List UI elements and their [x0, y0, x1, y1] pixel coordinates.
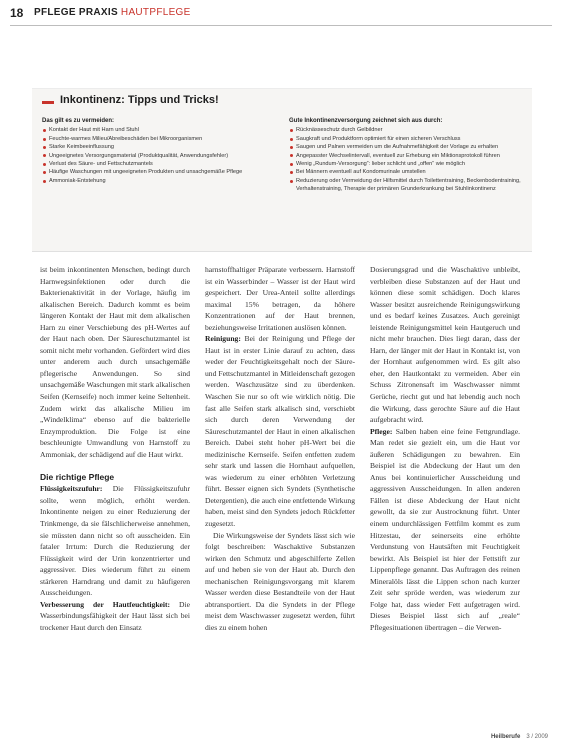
avoid-heading: Das gilt es zu vermeiden: [42, 118, 115, 124]
paragraph: Dosierungsgrad und die Waschaktive unbleibt, verbleiben diese Substanzen auf der Haut und können diese somit schädigen. Doch klares Wasser besitzt ausreichende Reinigungswirkung und es bedarf keines Zusatzes. Auch gereinigt leistende Reinigungsmittel kein Hautgeruch und nicht mehr brauchen. Dies liegt daran, dass der Harn, der länger mit der Haut in Kontakt ist, von der Hornhaut aufgenommen wird. Es gilt also eher, den Hautkontakt zu vermeiden. Aber ein Schuss Zitronensaft im Waschwasser nimmt Gerüche, riecht gut und hat lebendig auch noch die Wirkung, dass gerochte Säure auf die Haut aufgebracht wird. [370, 265, 520, 425]
paragraph [370, 426, 520, 634]
paragraph [40, 483, 190, 598]
paragraph-lead: Flüssigkeitszufuhr: [40, 484, 103, 494]
tips-box-title: Inkontinenz: Tipps und Tricks! [60, 94, 219, 106]
good-care-item: Saugkraft und Produktform optimiert für einen sicheren Verschluss [289, 135, 527, 143]
paragraph-text: Bei der Reinigung und Pflege der Haut ist in erster Linie darauf zu achten, dass weder der Feuchtigkeitsgehalt noch der Säure- und Fettschutzmantel in Mitleidenschaft gezogen werden. Waschzusätze sind zu überdenken. Waschen Sie nur so oft wie wirklich nötig. Die fast alle Seifen stark alkalisch sind, verschiebt sich durch deren Verwendung der Säureschutzmantel der Haut in einen alkalischen Bereich. Dabei steht hoher pH-Wert bei die medizinische Kernseife. Seifen entfetten zudem sehr stark und lassen die Hornhaut aufquellen, was wiederum zu einer erhöhten Verletzung führt. Besser eignen sich Syndets (Synthetische Detergentien), die auch eine entfettende Wirkung haben, meist sind den Syndets jedoch Rückfetter zugesetzt. [205, 334, 355, 529]
article-body [40, 264, 520, 726]
paragraph-text: Die Flüssigkeitszufuhr sollte, wenn möglich, erhöht werden. Inkontinente neigen zu einer Reduzierung der Trinkmenge, da sie fälschlicherweise annehmen, sie müssten dann nicht so oft ausscheiden. Ein fataler Irrtum: Durch die Reduzierung der Flüssigkeit wird der Urin konzentrierter und aggressiver. Dies wiederum führt zu einem stärkeren Harndrang und damit zu häufigeren Ausscheidungen. [40, 484, 190, 598]
good-care-column [289, 117, 527, 194]
good-care-item: Saugen und Palnen vermeiden um die Aufnahmefähigkeit der Vorlage zu erhalten [289, 143, 527, 151]
avoid-item: Ungeeignetes Versorgungsmaterial (Produktqualität, Anwendungsfehler) [42, 152, 262, 160]
good-care-item: Wenig „Rundum-Versorgung“: lieber schlicht und „offen“ wie möglich [289, 160, 527, 168]
article-column-2 [205, 264, 355, 726]
paragraph-lead: Pflege: [370, 426, 393, 436]
paragraph-lead: Verbesserung der Hautfeuchtigkeit: [40, 599, 171, 609]
tips-box [32, 88, 532, 252]
subsection-name: HAUTPFLEGE [120, 7, 191, 18]
good-care-item: Angepasster Wechselintervall, eventuell zur Erhebung ein Miktionsprotokoll führen [289, 152, 527, 160]
article-column-1 [40, 264, 190, 726]
good-care-item: Rücknässeschutz durch Gelbildner [289, 126, 527, 134]
avoid-item: Kontakt der Haut mit Harn und Stuhl [42, 126, 262, 134]
avoid-list [42, 126, 262, 185]
good-care-list [289, 126, 527, 193]
issue-number: 3 / 2009 [526, 734, 548, 740]
article-column-3 [370, 264, 520, 726]
page-footer [491, 734, 548, 740]
page-number: 18 [10, 6, 24, 20]
avoid-item: Feuchte-warmes Milieu/Abreibeschäden bei Mikroorganismen [42, 135, 262, 143]
avoid-item: Starke Keimbeeinflussung [42, 143, 262, 151]
avoid-column [42, 117, 262, 185]
paragraph: ist beim inkontinenten Menschen, bedingt durch Harnwegsinfektionen oder durch die Bakterienaktivität in der Vorlage, häufig im alkalischen Bereich. Dadurch kommt es beim längeren Kontakt der Haut mit dem alkalischen Harn zu einer Verschiebung des pH-Wertes auf der Haut nach oben. Der Säureschutzmantel ist somit nicht mehr vorhanden. Gefördert wird dies unter anderem auch durch unsachgemäße pflegerische Anwendungen. So sind unsachgemäße Waschungen mit stark alkalischen Seifen (Kernseife) noch immer keine Seltenheit. Zudem wirkt das alkalische Milieu im „Windelklima“ ebenso auf die bakterielle Enzymproduktion. Die Folge ist eine beschleunigte Umwandlung von Harnstoff zu Ammoniak, der schädigend auf die Haut wirkt. [40, 265, 190, 459]
avoid-item: Verlust des Säure- und Fettschutzmantels [42, 160, 262, 168]
subheading-right-care: Die richtige Pflege [40, 471, 115, 482]
paragraph [205, 333, 355, 529]
good-care-heading: Gute Inkontinenzversorgung zeichnet sich aus durch: [289, 118, 443, 124]
title-accent-bar [42, 101, 54, 104]
header-divider [10, 25, 552, 26]
avoid-item: Ammoniak-Entstehung [42, 177, 262, 185]
avoid-item: Häufige Waschungen mit ungeeigneten Produkten und unsachgemäße Pflege [42, 168, 262, 176]
magazine-name: Heilberufe [490, 734, 521, 740]
section-title [34, 7, 191, 18]
paragraph: harnstoffhaltiger Präparate verbessern. Harnstoff ist ein Wasserbinder – Wasser ist der Haut wird gespeichert. Der Urea-Anteil sollte allerdings maximal 15% betragen, da höhere Konzentrationen auf der Haut brennen, beziehungsweise Irritationen auslösen können. [205, 265, 355, 332]
paragraph-text: Die Wasserbindungsfähigkeit der Haut lässt sich bei trockener Haut durch den Einsatz [40, 599, 190, 632]
good-care-item: Reduzierung oder Vermeidung der Hilfsmittel durch Toilettentraining, Beckenbodentraining, Verhaltenstraining, Therapie der primären Grunderkrankung bei Stuhlinkontinenz [289, 177, 527, 194]
section-name: PFLEGE PRAXIS [34, 7, 118, 18]
page-header [0, 0, 562, 30]
paragraph [40, 599, 190, 634]
good-care-item: Bei Männern eventuell auf Kondomurinale umstellen [289, 168, 527, 176]
paragraph-text: Salben haben eine feine Fettgrundlage. Man redet sie gezielt ein, um die Haut vor äußeren Schädigungen zu bewahren. Ein Beispiel ist die Abdeckung der Haut um den Anus bei kontinuierlicher Ausscheidung und aggressiven Ausscheidungen. In allen anderen Fällen ist diese Abdeckung der Haut nicht gewollt, da sie zur Austrocknung führt. Unter einem undurchlässigen Fettfilm kommt es zum Hitzestau, der seinerseits eine erhöhte Verdunstung von Hautsäften mit Feuchtigkeit bewirkt. Als Beispiel ist hier der Fettstift zur Lippenpflege genannt. Das Auftragen des reinen Mineralöls lässt die Lippen schon nach kurzer Zeit sehr spröde werden, was wiederum zur Folge hat, dass wieder Fett aufgetragen wird. Dieses Beispiel lässt sich auf „reale“ Pflegesituationen übertragen – die Verwen- [370, 426, 520, 632]
paragraph: Die Wirkungsweise der Syndets lässt sich wie folgt beschreiben: Waschaktive Substanzen wirken den Schmutz und abgeschilferte Zellen auf und heben sie von der Haut ab. Durch den mechanischen Reinigungsvorgang mit klarem Wasser werden diese Bestandteile von der Haut abtransportiert. Da die Syndets in der Pflege meist dem Waschwasser zugesetzt werden, führt dies zu einem hohen [205, 530, 355, 632]
paragraph-lead: Reinigung: [205, 334, 241, 344]
